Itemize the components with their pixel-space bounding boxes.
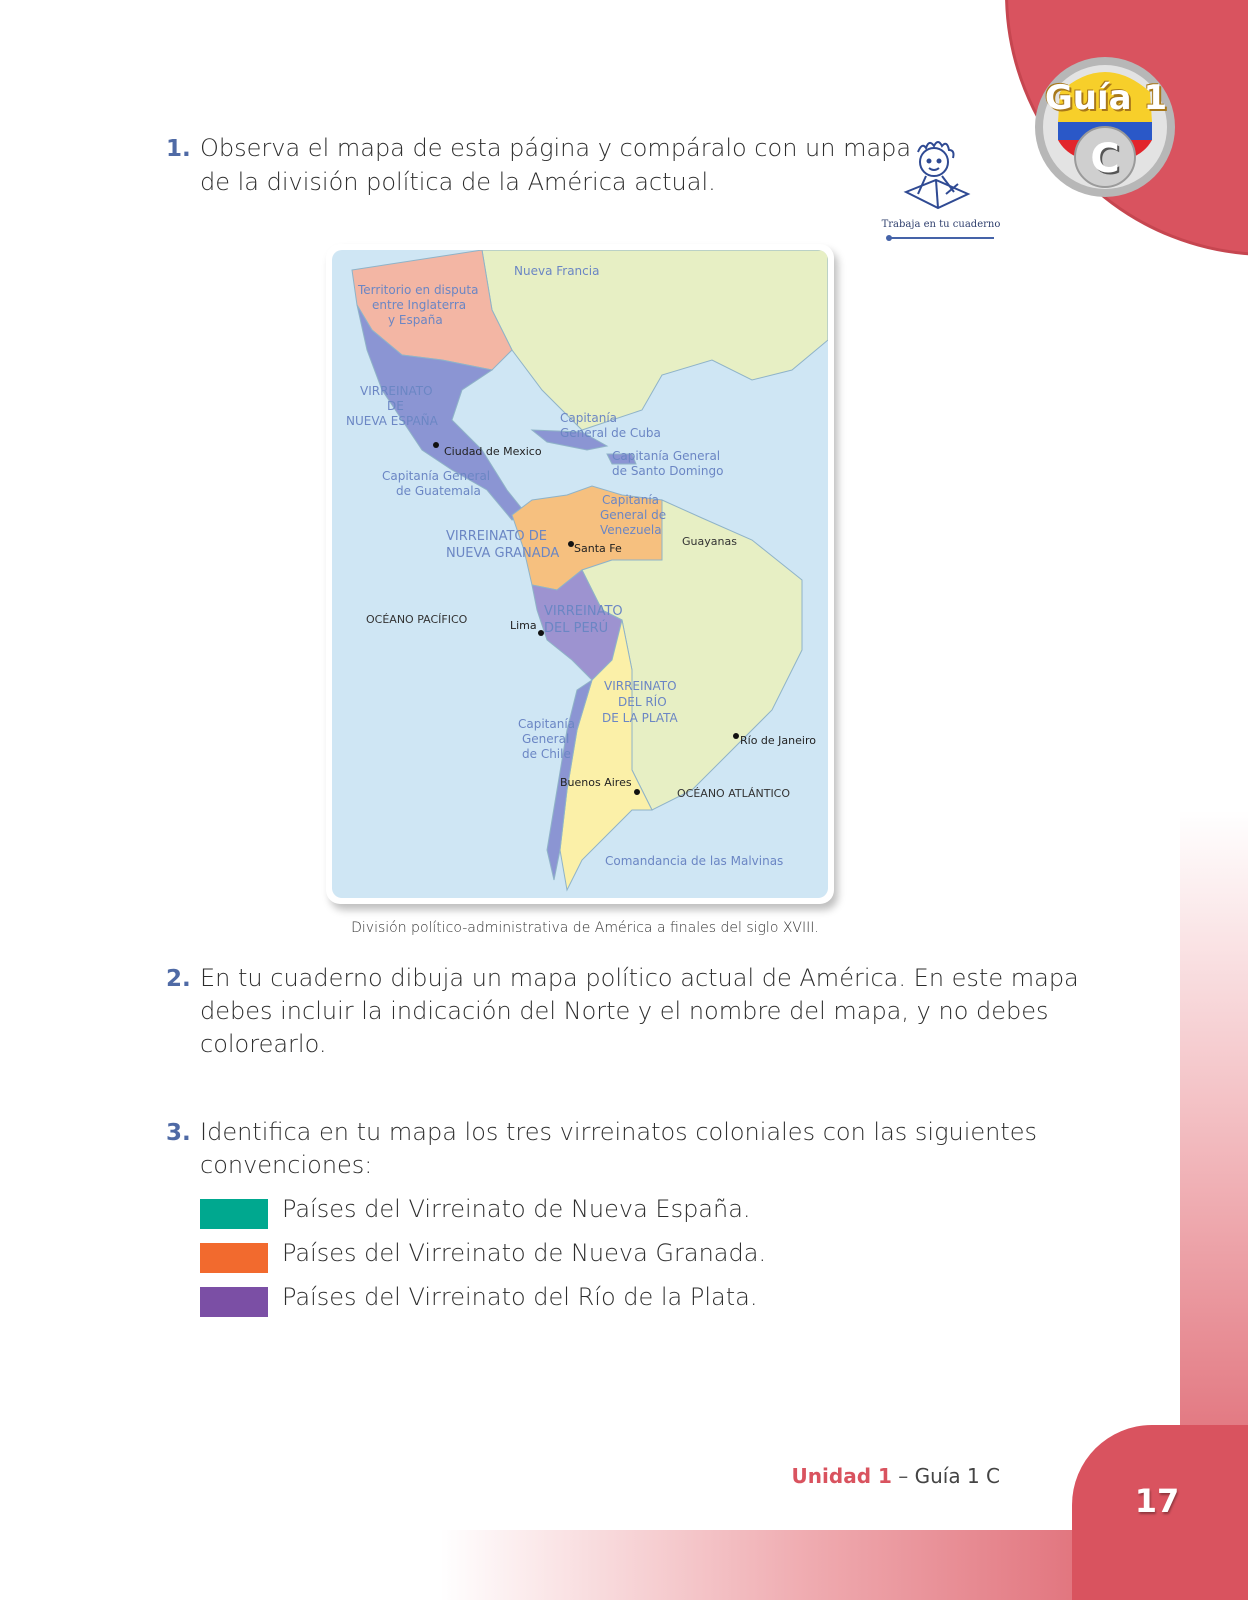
map-label-chile-1: Capitanía bbox=[518, 717, 576, 731]
map-label-rp-3: DE LA PLATA bbox=[602, 711, 678, 725]
map-label-atlantico: OCÉANO ATLÁNTICO bbox=[677, 787, 791, 800]
child-writing-icon bbox=[896, 136, 986, 220]
map-label-ven-1: Capitanía bbox=[602, 493, 660, 507]
workbook-underline-dot bbox=[886, 235, 892, 241]
question-3-number: 3. bbox=[166, 1120, 191, 1146]
map-label-nesp-3: NUEVA ESPAÑA bbox=[346, 414, 438, 428]
map-label-chile-2: General bbox=[522, 732, 570, 746]
footer-unit: Unidad 1 bbox=[791, 1464, 892, 1488]
question-3-line-1: Identifica en tu mapa los tres virreinatos coloniales con las siguientes bbox=[200, 1118, 1038, 1146]
question-2-number: 2. bbox=[166, 966, 191, 992]
map-label-rp-1: VIRREINATO bbox=[604, 679, 677, 693]
map-label-malvinas: Comandancia de las Malvinas bbox=[605, 854, 784, 868]
map-caption: División político-administrativa de América a finales del siglo XVIII. bbox=[351, 920, 819, 936]
page-footer bbox=[760, 1464, 1000, 1488]
map-label-disputa-3: y España bbox=[388, 313, 443, 327]
map-label-disputa-2: entre Inglaterra bbox=[372, 298, 467, 312]
map-label-cuba-1: Capitanía bbox=[560, 411, 618, 425]
map-label-pacifico: OCÉANO PACÍFICO bbox=[366, 613, 468, 626]
map-label-lima: Lima bbox=[510, 619, 537, 632]
map-label-ven-2: General de bbox=[600, 508, 667, 522]
map-label-guat-2: de Guatemala bbox=[396, 484, 481, 498]
question-1-number: 1. bbox=[166, 136, 191, 162]
map-label-sd-2: de Santo Domingo bbox=[612, 464, 724, 478]
page-number: 17 bbox=[1134, 1482, 1180, 1520]
legend-label-nueva-espana: Países del Virreinato de Nueva España. bbox=[282, 1195, 751, 1223]
legend-swatch-nueva-granada bbox=[200, 1243, 268, 1273]
question-3-line-2: convenciones: bbox=[200, 1151, 373, 1179]
map-label-cuba-2: General de Cuba bbox=[560, 426, 661, 440]
map-label-guayanas: Guayanas bbox=[682, 535, 737, 548]
city-dot-buenos-aires bbox=[634, 789, 640, 795]
map-label-rio: Río de Janeiro bbox=[740, 734, 816, 747]
question-2-line-1: En tu cuaderno dibuja un mapa político actual de América. En este mapa bbox=[200, 964, 1079, 992]
guide-badge-title: Guía 1 bbox=[1044, 78, 1168, 118]
map-label-santa-fe: Santa Fe bbox=[574, 542, 622, 555]
guide-badge-letter: C bbox=[1090, 136, 1120, 182]
city-dot-mexico bbox=[433, 442, 439, 448]
legend-label-rio-de-la-plata: Países del Virreinato del Río de la Plata. bbox=[282, 1283, 758, 1311]
legend-swatch-nueva-espana bbox=[200, 1199, 268, 1229]
map-label-disputa-1: Territorio en disputa bbox=[358, 283, 479, 297]
map-label-nueva-francia: Nueva Francia bbox=[514, 264, 600, 278]
map-label-guat-1: Capitanía General bbox=[382, 469, 491, 483]
question-1-line-1: Observa el mapa de esta página y compáralo con un mapa bbox=[200, 134, 912, 162]
map-label-ng-1: VIRREINATO DE bbox=[446, 529, 547, 544]
map-label-chile-3: de Chile bbox=[522, 747, 571, 761]
map-label-ng-2: NUEVA GRANADA bbox=[446, 546, 560, 561]
map-label-ven-3: Venezuela bbox=[600, 523, 662, 537]
question-1-line-2: de la división política de la América actual. bbox=[200, 168, 716, 196]
question-2-line-2: debes incluir la indicación del Norte y el nombre del mapa, y no debes bbox=[200, 997, 1049, 1025]
legend-swatch-rio-de-la-plata bbox=[200, 1287, 268, 1317]
footer-guide: Guía 1 C bbox=[914, 1464, 1000, 1488]
legend-label-nueva-granada: Países del Virreinato de Nueva Granada. bbox=[282, 1239, 767, 1267]
map-label-peru-2: DEL PERÚ bbox=[544, 621, 609, 636]
map-label-rp-2: DEL RÍO bbox=[618, 695, 667, 709]
workbook-caption: Trabaja en tu cuaderno bbox=[881, 219, 1001, 230]
footer-separator: – bbox=[891, 1464, 915, 1488]
workbook-underline bbox=[890, 237, 994, 239]
map-label-buenos-aires: Buenos Aires bbox=[560, 776, 632, 789]
question-2-line-3: colorearlo. bbox=[200, 1030, 327, 1058]
map-label-mexico: Ciudad de Mexico bbox=[444, 445, 542, 458]
map-label-nesp-1: VIRREINATO bbox=[360, 384, 433, 398]
map-label-nesp-2: DE bbox=[387, 399, 404, 413]
city-dot-rio bbox=[733, 733, 739, 739]
map-label-sd-1: Capitanía General bbox=[612, 449, 721, 463]
colonial-america-map bbox=[332, 250, 828, 898]
map-label-peru-1: VIRREINATO bbox=[544, 604, 623, 619]
